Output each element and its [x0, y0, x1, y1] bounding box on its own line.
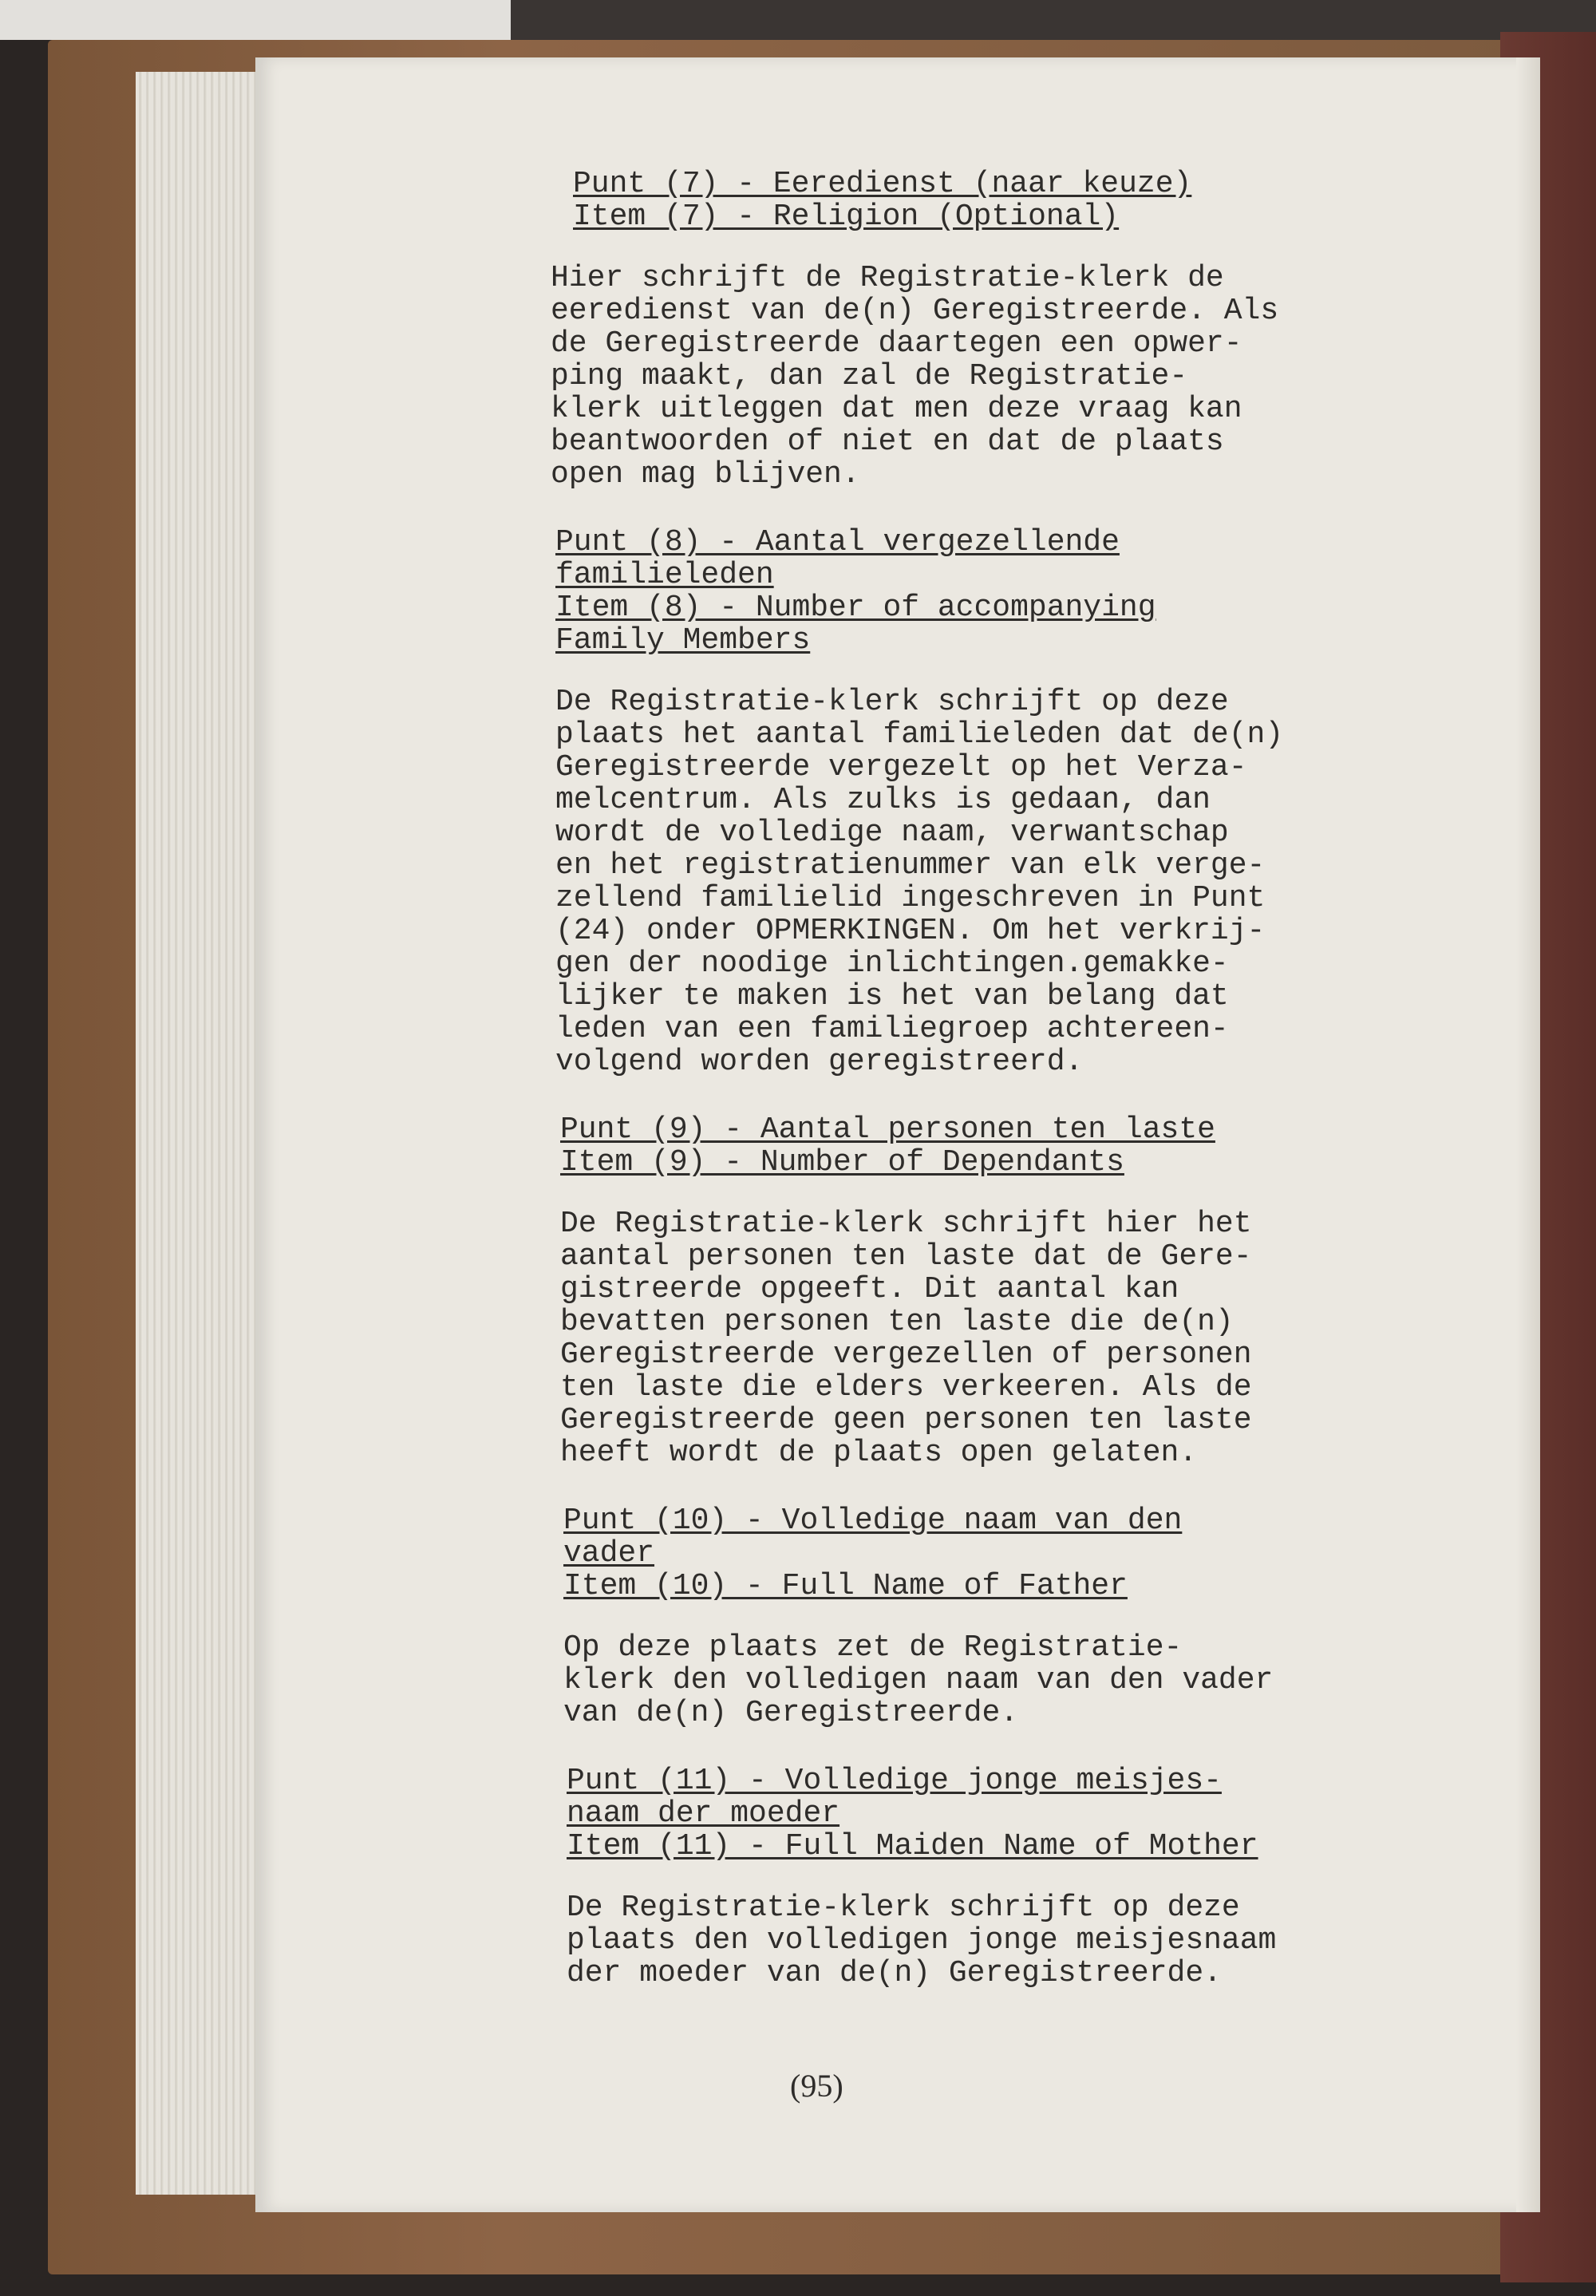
section-8-body: [555, 686, 1396, 1078]
body-line: Geregistreerde vergezelt op het Verza-: [555, 750, 1247, 784]
heading-line: Punt (8) - Aantal vergezellende: [555, 525, 1120, 559]
body-line: De Registratie-klerk schrijft op deze: [567, 1891, 1240, 1925]
page-edges: [136, 72, 271, 2195]
heading-line: Family Members: [555, 623, 811, 658]
body-line: klerk uitleggen dat men deze vraag kan: [551, 392, 1242, 426]
body-line: beantwoorden of niet en dat de plaats: [551, 425, 1224, 459]
heading-line: Punt (11) - Volledige jonge meisjes-: [567, 1764, 1222, 1798]
body-line: klerk den volledigen naam van den vader: [563, 1663, 1274, 1697]
body-line: De Registratie-klerk schrijft op deze: [555, 685, 1229, 719]
body-line: van de(n) Geregistreerde.: [563, 1696, 1019, 1730]
section-11-heading: [567, 1764, 1396, 1863]
body-line: zellend familielid ingeschreven in Punt: [555, 881, 1266, 915]
heading-line: familieleden: [555, 558, 774, 592]
body-line: bevatten personen ten laste die de(n): [560, 1305, 1234, 1339]
page-text: [551, 168, 1396, 2025]
heading-line: Punt (10) - Volledige naam van den: [563, 1504, 1183, 1538]
heading-line: vader: [563, 1536, 655, 1571]
body-line: Op deze plaats zet de Registratie-: [563, 1630, 1183, 1665]
body-line: lijker te maken is het van belang dat: [555, 979, 1229, 1014]
section-11-body: [567, 1891, 1396, 1990]
body-line: plaats het aantal familieleden dat de(n): [555, 717, 1284, 752]
body-line: Geregistreerde vergezellen of personen: [560, 1338, 1252, 1372]
heading-line: Item (11) - Full Maiden Name of Mother: [567, 1829, 1258, 1863]
heading-line: Item (10) - Full Name of Father: [563, 1569, 1128, 1603]
body-line: Geregistreerde geen personen ten laste: [560, 1403, 1252, 1437]
body-line: ping maakt, dan zal de Registratie-: [551, 359, 1188, 393]
body-line: en het registratienummer van elk verge-: [555, 848, 1266, 883]
body-line: eeredienst van de(n) Geregistreerde. Als: [551, 294, 1279, 328]
body-line: heeft wordt de plaats open gelaten.: [560, 1436, 1198, 1470]
body-line: plaats den volledigen jonge meisjesnaam: [567, 1923, 1277, 1958]
body-line: melcentrum. Als zulks is gedaan, dan: [555, 783, 1211, 817]
body-line: (24) onder OPMERKINGEN. Om het verkrij-: [555, 914, 1266, 948]
heading-line: Punt (9) - Aantal personen ten laste: [560, 1112, 1215, 1147]
section-10-body: [563, 1631, 1396, 1729]
background-top-dark: [511, 0, 1596, 40]
body-line: gistreerde opgeeft. Dit aantal kan: [560, 1272, 1179, 1306]
body-line: leden van een familiegroep achtereen-: [555, 1012, 1229, 1046]
body-line: wordt de volledige naam, verwantschap: [555, 816, 1229, 850]
body-line: aantal personen ten laste dat de Gere-: [560, 1239, 1252, 1274]
section-10-heading: [563, 1504, 1396, 1602]
body-line: der moeder van de(n) Geregistreerde.: [567, 1956, 1222, 1990]
heading-line: naam der moeder: [567, 1796, 840, 1831]
page-shade: [1516, 57, 1540, 2212]
section-7-body: [551, 262, 1396, 491]
section-7-heading: [573, 168, 1396, 233]
body-line: volgend worden geregistreerd.: [555, 1045, 1084, 1079]
section-8-heading: [555, 526, 1396, 657]
heading-line: Punt (7) - Eeredienst (naar keuze): [573, 167, 1192, 201]
body-line: de Geregistreerde daartegen een opwer-: [551, 326, 1242, 361]
section-9-body: [560, 1207, 1396, 1469]
body-line: open mag blijven.: [551, 457, 860, 492]
section-9-heading: [560, 1113, 1396, 1179]
body-line: De Registratie-klerk schrijft hier het: [560, 1207, 1252, 1241]
page-number: (95): [790, 2068, 843, 2104]
body-line: Hier schrijft de Registratie-klerk de: [551, 261, 1224, 295]
body-line: gen der noodige inlichtingen.gemakke-: [555, 946, 1229, 981]
heading-line: Item (7) - Religion (Optional): [573, 200, 1120, 234]
heading-line: Item (8) - Number of accompanying: [555, 591, 1156, 625]
heading-line: Item (9) - Number of Dependants: [560, 1145, 1124, 1180]
body-line: ten laste die elders verkeeren. Als de: [560, 1370, 1252, 1405]
